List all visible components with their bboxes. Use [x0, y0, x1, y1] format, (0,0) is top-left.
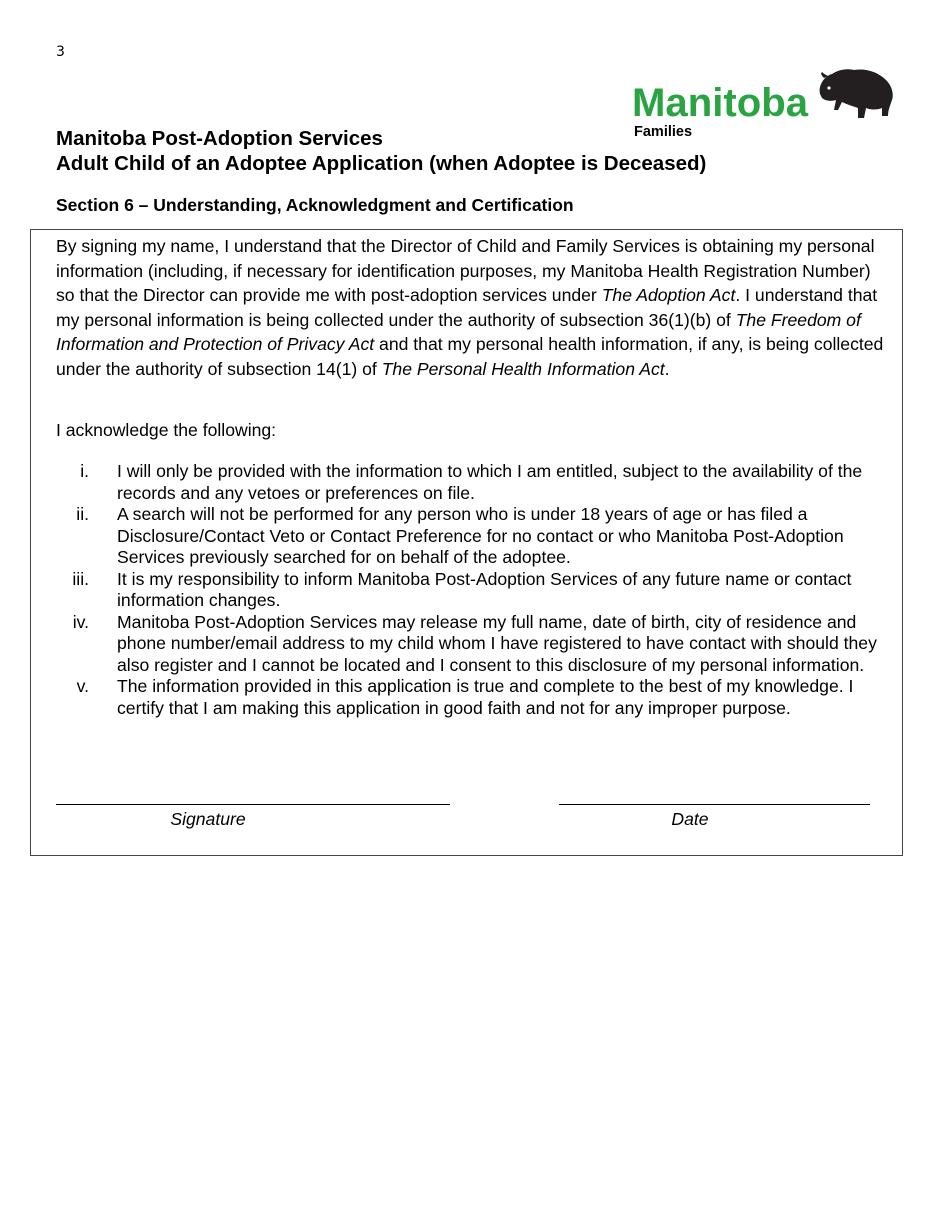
list-item-text: The information provided in this application is true and complete to the best of my knowledge. I certify that I am making this application in good faith and not for any improper purpose.: [117, 676, 854, 718]
title-line-1: Manitoba Post-Adoption Services: [56, 127, 383, 150]
bison-icon: [816, 66, 896, 122]
list-item-number: iii.: [72, 568, 89, 589]
list-item: [56, 612, 896, 677]
statement-text-3: and that my personal health information, if any, is being collected under the authority of subsection 14(1) of: [56, 334, 884, 379]
date-label: Date: [671, 809, 709, 829]
manitoba-wordmark: [632, 74, 812, 122]
consent-statement: [56, 234, 886, 382]
signature-line[interactable]: [56, 804, 450, 805]
statement-act-3: The Personal Health Information Act: [381, 358, 665, 379]
list-item: [56, 569, 896, 612]
list-item: [56, 676, 896, 719]
statement-text-1: By signing my name, I understand that the Director of Child and Family Services is obtaining my personal information (including, if necessary for identification purposes, my Manitoba Health Registration Number) so that the Director can provide me with post-adoption services under: [56, 236, 875, 306]
list-item-number: ii.: [76, 504, 89, 524]
statement-text-2: . I understand that my personal information is being collected under the authority of subsection 36(1)(b) of: [56, 285, 878, 330]
statement-text-4: .: [664, 358, 670, 379]
statement-act-2: The Freedom of Information and Protection of Privacy Act: [56, 309, 861, 355]
title-line-2: Adult Child of an Adoptee Application (when Adoptee is Deceased): [56, 152, 707, 175]
list-item-number: iv.: [72, 611, 89, 632]
page-number: 3: [56, 44, 65, 60]
date-line[interactable]: [559, 804, 870, 805]
list-item-text: It is my responsibility to inform Manitoba Post-Adoption Services of any future name or contact information changes.: [117, 568, 852, 610]
department-name: Families: [634, 124, 693, 140]
acknowledgement-list: [56, 461, 896, 719]
list-item: [56, 461, 896, 504]
list-item-text: Manitoba Post-Adoption Services may release my full name, date of birth, city of residence and phone number/email address to my child whom I have registered to have contact with should they also register and I cannot be located and I consent to this disclosure of my personal information.: [117, 611, 877, 675]
signature-label: Signature: [170, 809, 246, 829]
list-item-number: i.: [80, 461, 89, 481]
list-item: [56, 504, 896, 569]
list-item-text: I will only be provided with the information to which I am entitled, subject to the availability of the records and any vetoes or preferences on file.: [117, 461, 863, 503]
wordmark-text: Manitoba: [632, 81, 809, 122]
acknowledge-intro: I acknowledge the following:: [56, 420, 277, 440]
list-item-number: v.: [76, 676, 89, 696]
section-heading: Section 6 – Understanding, Acknowledgment and Certification: [56, 195, 574, 215]
page-title: [56, 126, 706, 176]
statement-act-1: The Adoption Act: [601, 285, 736, 306]
list-item-text: A search will not be performed for any person who is under 18 years of age or has filed a Disclosure/Contact Veto or Contact Preference for no contact or who Manitoba Post-Adoption Services previously searched for on behalf of the adoptee.: [117, 504, 844, 567]
